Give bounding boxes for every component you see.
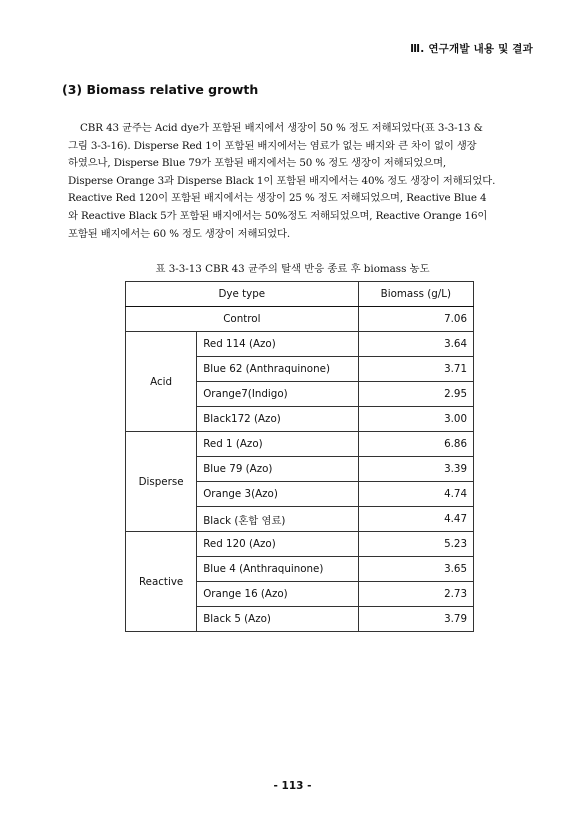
paragraph-line: 하였으나, Disperse Blue 79가 포함된 배지에서는 50 % 정도 생장이 저해되었으며, bbox=[68, 157, 447, 170]
section-title: (3) Biomass relative growth bbox=[62, 82, 259, 97]
dye-name: Red 114 (Azo) bbox=[197, 332, 358, 357]
running-header: Ⅲ. 연구개발 내용 및 결과 bbox=[410, 43, 533, 55]
dye-name: Blue 62 (Anthraquinone) bbox=[197, 357, 358, 382]
table-row bbox=[126, 432, 474, 457]
biomass-value: 3.65 bbox=[358, 557, 473, 582]
dye-name: Red 120 (Azo) bbox=[197, 532, 358, 557]
biomass-value: 3.79 bbox=[358, 607, 473, 632]
dye-name: Red 1 (Azo) bbox=[197, 432, 358, 457]
dye-name: Black172 (Azo) bbox=[197, 407, 358, 432]
table-row bbox=[126, 332, 474, 357]
group-label-acid: Acid bbox=[126, 332, 197, 432]
table-row-control bbox=[126, 307, 474, 332]
paragraph-line: 와 Reactive Black 5가 포함된 배지에서는 50%정도 저해되었으며, Reactive Orange 16이 bbox=[68, 209, 488, 222]
group-label-reactive: Reactive bbox=[126, 532, 197, 632]
biomass-value: 3.71 bbox=[358, 357, 473, 382]
page-number: - 113 - bbox=[273, 780, 312, 792]
biomass-value: 3.64 bbox=[358, 332, 473, 357]
dye-name: Orange 3(Azo) bbox=[197, 482, 358, 507]
group-label-disperse: Disperse bbox=[126, 432, 197, 532]
dye-name: Black (혼합 염료) bbox=[197, 507, 358, 532]
dye-name: Blue 79 (Azo) bbox=[197, 457, 358, 482]
table-header-row bbox=[126, 282, 474, 307]
biomass-table bbox=[125, 281, 474, 632]
paragraph-line: 그림 3-3-16). Disperse Red 1이 포함된 배지에서는 염료가 없는 배지와 큰 차이 없이 생장 bbox=[68, 139, 477, 152]
header-biomass: Biomass (g/L) bbox=[358, 282, 473, 307]
biomass-value: 4.47 bbox=[358, 507, 473, 532]
control-value: 7.06 bbox=[358, 307, 473, 332]
biomass-value: 4.74 bbox=[358, 482, 473, 507]
dye-name: Orange7(Indigo) bbox=[197, 382, 358, 407]
paragraph-line: Disperse Orange 3과 Disperse Black 1이 포함된 배지에서는 40% 정도 생장이 저해되었다. bbox=[68, 174, 496, 187]
control-label: Control bbox=[126, 307, 359, 332]
paragraph-line: CBR 43 균주는 Acid dye가 포함된 배지에서 생장이 50 % 정도 저해되었다(표 3-3-13 & bbox=[80, 122, 483, 134]
biomass-value: 3.00 bbox=[358, 407, 473, 432]
biomass-value: 2.73 bbox=[358, 582, 473, 607]
biomass-value: 2.95 bbox=[358, 382, 473, 407]
table-row bbox=[126, 532, 474, 557]
dye-name: Black 5 (Azo) bbox=[197, 607, 358, 632]
body-paragraph bbox=[68, 120, 530, 243]
biomass-value: 6.86 bbox=[358, 432, 473, 457]
biomass-value: 3.39 bbox=[358, 457, 473, 482]
paragraph-line: 포함된 배지에서는 60 % 정도 생장이 저해되었다. bbox=[68, 227, 291, 240]
dye-name: Orange 16 (Azo) bbox=[197, 582, 358, 607]
table-caption: 표 3-3-13 CBR 43 균주의 탈색 반응 종료 후 biomass 농도 bbox=[155, 263, 430, 275]
paragraph-line: Reactive Red 120이 포함된 배지에서는 생장이 25 % 정도 저해되었으며, Reactive Blue 4 bbox=[68, 192, 487, 205]
dye-name: Blue 4 (Anthraquinone) bbox=[197, 557, 358, 582]
header-dye-type: Dye type bbox=[126, 282, 359, 307]
biomass-value: 5.23 bbox=[358, 532, 473, 557]
